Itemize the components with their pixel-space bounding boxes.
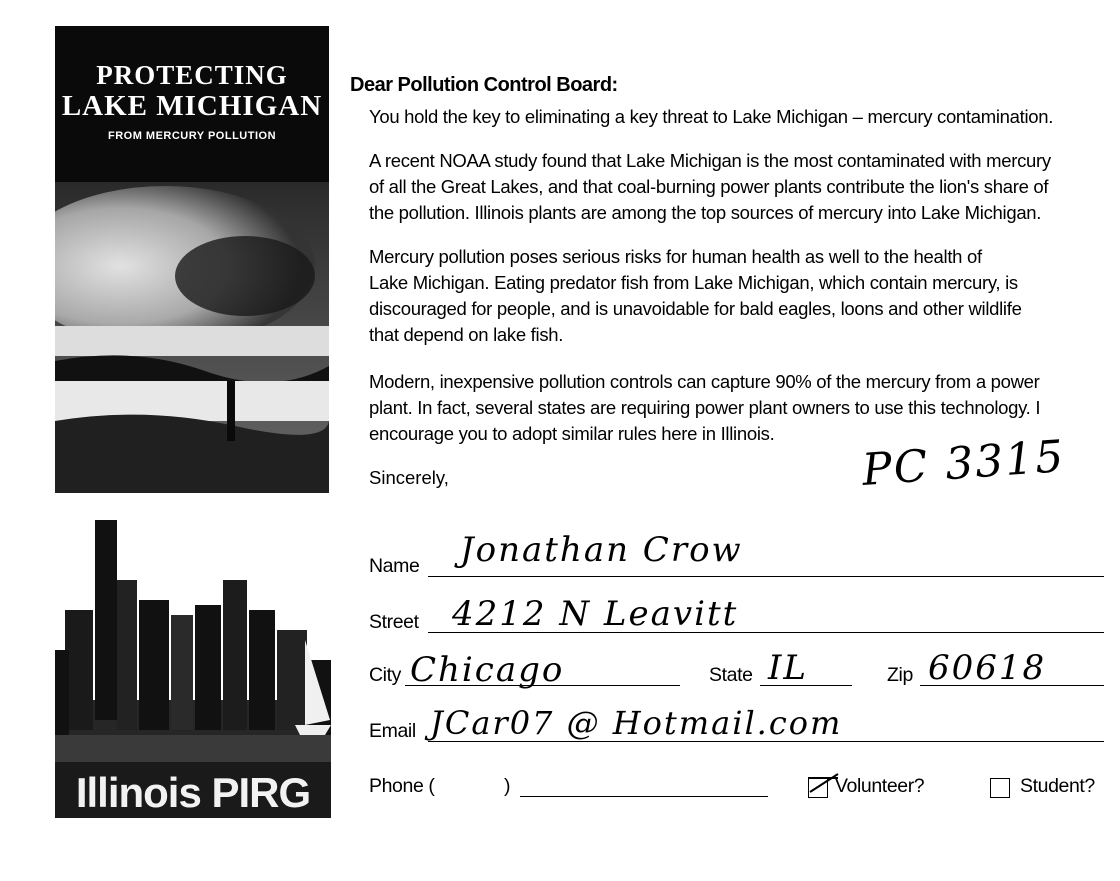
- street-value: 4212 N Leavitt: [452, 594, 739, 634]
- phone-field[interactable]: [520, 796, 768, 797]
- pirg-logo-text: Illinois PIRG: [75, 769, 311, 816]
- brochure-title-box: [55, 26, 329, 182]
- paragraph-3-line: that depend on lake fish.: [369, 324, 564, 345]
- name-value: Jonathan Crow: [460, 530, 743, 570]
- brochure-cover-image: [55, 26, 329, 493]
- paragraph-3: [369, 244, 1109, 348]
- paragraph-3-line: discouraged for people, and is unavoidable for bald eagles, loons and other wildlife: [369, 298, 1022, 319]
- brochure-subtitle: FROM MERCURY POLLUTION: [107, 130, 277, 142]
- handwritten-pc-number: PC 3315: [860, 430, 1067, 497]
- paragraph-2-line: the pollution. Illinois plants are among the top sources of mercury into Lake Michigan.: [369, 202, 1042, 223]
- email-value: JCar07 @ Hotmail.com: [430, 704, 843, 742]
- name-field[interactable]: [428, 576, 1104, 577]
- student-label: Student?: [1020, 775, 1095, 797]
- paragraph-1: You hold the key to eliminating a key threat to Lake Michigan – mercury contamination.: [369, 106, 1054, 127]
- paragraph-2-line: A recent NOAA study found that Lake Michigan is the most contaminated with mercury: [369, 150, 1051, 171]
- city-label: City: [369, 664, 401, 686]
- paragraph-2-line: of all the Great Lakes, and that coal-burning power plants contribute the lion's share of: [369, 176, 1049, 197]
- volunteer-label: Volunteer?: [835, 775, 925, 797]
- closing: Sincerely,: [369, 467, 449, 488]
- paragraph-4-line: Modern, inexpensive pollution controls can capture 90% of the mercury from a power: [369, 371, 1040, 392]
- email-label: Email: [369, 720, 416, 742]
- paragraph-3-line: Mercury pollution poses serious risks for human health as well to the health of: [369, 246, 982, 267]
- paragraph-4-line: plant. In fact, several states are requiring power plant owners to use this technology. I: [369, 397, 1041, 418]
- student-checkbox[interactable]: [990, 778, 1010, 798]
- skyline-logo-image: [55, 520, 331, 818]
- zip-label: Zip: [887, 664, 913, 686]
- state-value: IL: [768, 648, 809, 688]
- brochure-title-line2: LAKE MICHIGAN: [61, 90, 323, 122]
- phone-paren-close: ): [504, 775, 511, 797]
- paragraph-3-line: Lake Michigan. Eating predator fish from Lake Michigan, which contain mercury, is: [369, 272, 1018, 293]
- salutation: Dear Pollution Control Board:: [350, 74, 618, 96]
- zip-value: 60618: [928, 648, 1047, 688]
- state-label: State: [709, 664, 753, 686]
- street-label: Street: [369, 611, 419, 633]
- name-label: Name: [369, 555, 420, 577]
- brochure-title-line1: PROTECTING: [96, 60, 288, 90]
- paragraph-2: [369, 148, 1109, 226]
- paragraph-4-line: encourage you to adopt similar rules here in Illinois.: [369, 423, 775, 444]
- city-value: Chicago: [410, 650, 565, 690]
- phone-label: Phone (: [369, 775, 435, 797]
